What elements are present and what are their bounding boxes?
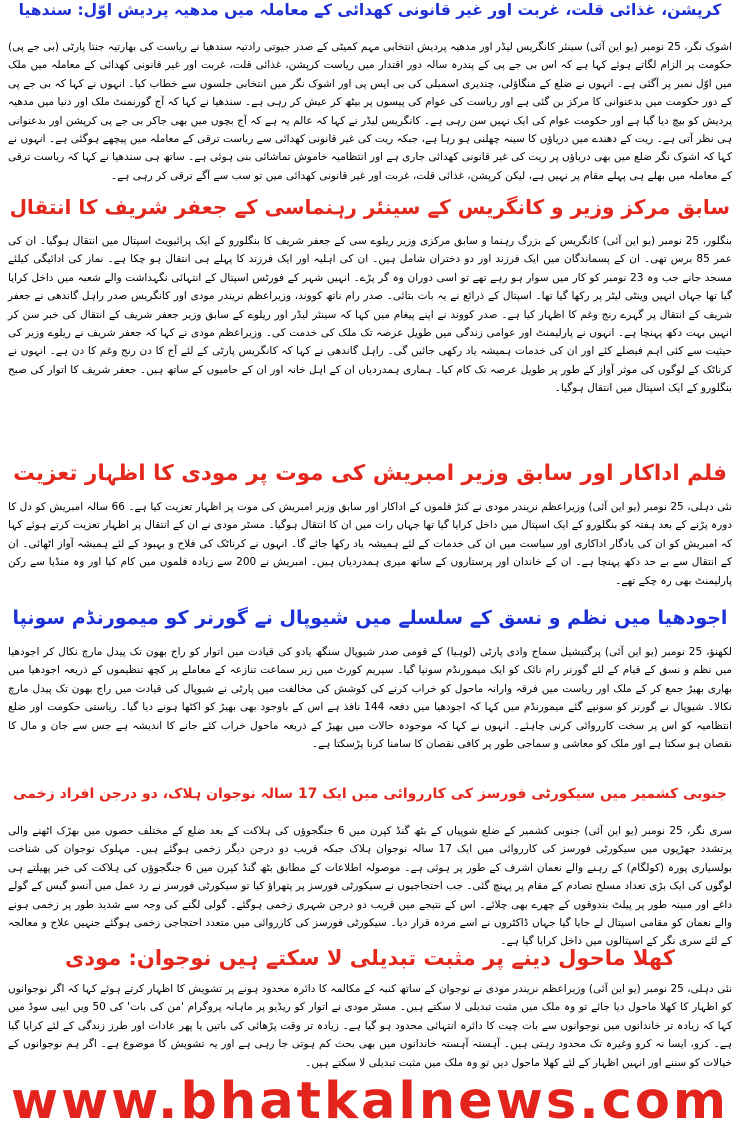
article-3-body: نئی دہلی، 25 نومبر (یو این آئی) وزیراعظم نریندر مودی نے کنڑ فلموں کے اداکار اور سابق وزیر امبریش کی موت پر اظہار تعزیت کیا ہے۔ 66 سالہ امبریش کو دل کا دورہ پڑنے کے بعد ہفتہ کو بنگلورو کے ایک اسپتال میں داخل کرایا گیا تھا جہاں رات میں ان کا انتقال ہوگیا۔ مسٹر مودی نے ان کے انتقال پر اظہار تعزیت کرتے ہوئے کہا کہ امبریش کو ان کی یادگار اداکاری اور سیاست میں ان کی خدمات کے لئے ہمیشہ یاد رکھا جائے گا۔ انہوں نے کرناٹک کی فلاح و بہبود کے لئے ہمیشہ آواز اٹھائی۔ ان کے انتقال سے بے حد دکھ پہنچا ہے۔ ان کے خاندان اور پرستاروں کے ساتھ میری ہمدردیاں ہیں۔ امبریش نے 200 سے زیادہ فلموں میں کام کیا اور وہ منڈیا سے رکن پارلیمنٹ بھی رہ چکے تھے۔ xyxy=(8,501,733,587)
article-2-headline: سابق مرکز وزیر و کانگریس کے سینئر رہنماسی کے جعفر شریف کا انتقال xyxy=(9,195,730,219)
article-4-body: لکھنؤ، 25 نومبر (یو این آئی) پرگتیشیل سماج وادی پارٹی (لوہیا) کے قومی صدر شیوپال سنگھ یادو کی قیادت میں اتوار کو راج بھون تک پیدل مارچ نکال کر اجودھیا میں نظم و نسق کے قیام کے لئے گورنر رام نائک کو ایک میمورنڈم سونپا گیا۔ سپریم کورٹ میں زیر سماعت تنازعہ کے معاملے پر کچھ تنظیموں کے ذریعہ اجودھیا میں بھاری بھیڑ جمع کر کے ملک اور ریاست میں فرقہ وارانہ ماحول کو خراب کرنے کی کوشش کی مخالفت میں پارٹی نے شیوپال کی قیادت میں راج بھون تک پیدل مارچ نکالا۔ شیوپال نے گورنر کو سونپے گئے میمورنڈم میں کہا کہ اجودھیا میں دفعہ 144 نافذ ہے اس کے باوجود بھی بھیڑ کو اکٹھا ہونے دیا گیا۔ ریاستی حکومت اور ضلع انتظامیہ کو اس پر سخت کارروائی کرنی چاہئے۔ انہوں نے کہا کہ موجودہ حالات میں بھیڑ کے ذریعہ ماحول خراب کئے جانے کا اندیشہ ہے جس سے جان و مال کا نقصان ہو سکتا ہے اور ملک کو معاشی و سماجی طور پر کافی نقصان کا سامنا کرنا پڑسکتا ہے۔ xyxy=(8,646,732,750)
site-url-footer[interactable] xyxy=(0,1072,740,1132)
article-6-body: نئی دہلی، 25 نومبر (یو این آئی) وزیراعظم نریندر مودی نے نوجوان کے ساتھ کنبہ کے مکالمہ کا دائرہ محدود ہونے پر تشویش کا اظہار کرتے ہوئے کہا کہ اگر نوجوانوں کو اظہار کا کھلا ماحول دیا جائے تو وہ ملک میں مثبت تبدیلی لا سکتے ہیں۔ مسٹر مودی نے اتوار کو ریڈیو پر ماہانہ پروگرام 'من کی بات' کی 50 ویں ایپی سوڈ میں کہا کہ زیادہ تر خاندانوں میں نوجوانوں سے بات چیت کا دائرہ انتہائی محدود ہو گیا ہے۔ زیادہ تر وقت پڑھائی کی باتیں یا پھر عادات اور طرز زندگی کے لئے کرایا گیا ہے۔ کرو، ایسا نہ کرو وغیرہ تک محدود رہتی ہیں۔ آہستہ آہستہ خاندانوں میں بھی بحث کم ہوتی جا رہی ہے اور یہ تشویش کا موضوع ہے۔ اگر ہم نوجوانوں کے خیالات کو سننے اور انہیں اظہار کے لئے کھلا ماحول دیں تو وہ ملک میں مثبت تبدیلی لا سکتے ہیں۔ xyxy=(8,983,733,1069)
article-5-body: سری نگر، 25 نومبر (یو این آئی) جنوبی کشمیر کے ضلع شوپیاں کے بٹھ گنڈ کپرن میں 6 جنگجوؤں کی ہلاکت کے بعد ضلع کے مختلف حصوں میں بھڑک اٹھنے والی پرتشدد جھڑپوں میں سیکورٹی فورسز کی کارروائی میں ایک 17 سالہ نوجوان ہلاک جبکہ قریب دو درجن دیگر زخمی ہوگئے ہیں۔ مہلوک نوجوان کی شناخت بولسیاری پورہ (کولگام) کے رہنے والے نعمان اشرف کے طور پر ہوئی ہے۔ موصولہ اطلاعات کے مطابق بٹھ گنڈ کپرن میں 6 جنگجوؤں کی ہلاکت کی خبر پھیلتے ہی لوگوں کی ایک بڑی تعداد مسلح تصادم کے مقام پر پہنچ گئی۔ جب احتجاجیوں نے سیکورٹی فورسز پر پتھراؤ کیا تو سیکورٹی فورسز نے رد عمل میں آنسو گیس کے گولے داغے اور مبینہ طور پر پیلٹ بندوقوں کے چھرے بھی چلائے۔ اس کے نتیجے میں قریب دو درجن شہری زخمی ہوگئے۔ گولی لگنے کی وجہ سے شدید طور پر زخمی ہونے والے نعمان کو مقامی اسپتال لے جایا گیا جہاں ڈاکٹروں نے اسے مردہ قرار دیا۔ سیکورٹی فورسز کی کارروائی میں متعدد احتجاجی زخمی ہوگئے جنہیں علاج و معالجہ کے لئے سری نگر کے اسپتالوں میں داخل کرایا گیا ہے۔ xyxy=(8,825,733,948)
article-3-headline: فلم اداکار اور سابق وزیر امبریش کی موت پر مودی کا اظہار تعزیت xyxy=(13,461,727,486)
site-url-text[interactable]: www.bhatkalnews.com xyxy=(10,1072,730,1131)
article-1-body: اشوک نگر، 25 نومبر (یو این آئی) سینئر کانگریس لیڈر اور مدھیہ پردیش انتخابی مہم کمیٹی کے صدر جیوتی رادتیہ سندھیا نے ریاست کی بھارتیہ جنتا پارٹی (بی جے پی) حکومت پر الزام لگاتے ہوئے کہا ہے کہ اس بی جے پی کے پندرہ سالہ دور اقتدار میں ریاست کرپشن، غذائی قلت، غربت اور غیر قانونی کھدائی کے معاملہ میں ملک میں اوّل نمبر پر آگئی ہے۔ انہوں نے ضلع کے منگاؤلی، چندیری اسمبلی کی بی ایس پی اور اشوک نگر میں انتخابی جلسوں سے خطاب کیا۔ انہوں نے کہا کہ بی جے پی کے دور حکومت میں بدعنوانی کا مرکز بن گئی ہے اور ریاست کی عوام کی پیسوں پر بیٹھ کر عیش کر رہی ہے۔ سندھیا نے کہا کہ آج گورنمنٹ ملک اور دنیا میں مدھیہ پردیش کو بیچ دیا گیا ہے اور حکومت عوام کی ایک نہیں سن رہی ہے۔ کانگریس لیڈر نے کہا کہ عالم یہ ہے کہ آج بچوں میں بھی جاکر بی جے پی کرپشن اور بدعنوانی ہی نظر آتی ہے۔ ریت کے دھندے میں دریاؤں کا سینہ چھلنی ہو رہا ہے، جبکہ ریت کی غیر قانونی کھدائی سے ریاست ترقی کے معاملہ میں پیچھے ہوگئی ہے۔ انہوں نے کہا کہ اشوک نگر ضلع میں بھی دریاؤں پر ریت کی غیر قانونی کھدائی جاری ہے اور انتظامیہ خاموش تماشائی بنی ہوئی ہے۔ ساتھ ہی سندھیا نے کہا کہ ریاست ترقی کے معاملہ میں بھلے ہی پہلے مقام پر نہیں ہے، لیکن کرپشن، غذائی قلت، غربت اور غیر قانونی کھدائی میں تو سب سے آگے ترقی کر رہی ہے۔ xyxy=(8,41,732,182)
article-2-body: بنگلور، 25 نومبر (یو این آئی) کانگریس کے بزرگ رہنما و سابق مرکزی وزیر ریلوے سی کے جعفر شریف کا بنگلورو کے ایک پرائیویٹ اسپتال میں انتقال ہوگیا۔ ان کی عمر 85 برس تھی۔ ان کے پسماندگان میں ایک فرزند اور دو دختران شامل ہیں۔ ان کی اہلیہ اور ایک فرزند کا پہلے ہی انتقال ہو چکا ہے۔ نماز کی ادائیگی کیلئے مسجد جانے جب وہ 23 نومبر کو کار میں سوار ہو رہے تھے تو اسی دوران وہ گر پڑے۔ انہیں شہر کے فورٹس اسپتال کے انتہائی نگہداشت والے شعبہ میں داخل کرایا گیا تھا جہاں انہیں وینٹی لیٹر پر رکھا گیا تھا۔ اسپتال کے ذرائع نے یہ بات بتائی۔ صدر رام ناتھ کووند، وزیراعظم نریندر مودی اور کانگریس صدر راہل گاندھی نے جعفر شریف کے انتقال پر گہرے رنج وغم کا اظہار کیا ہے۔ صدر کووند نے اپنے پیغام میں کہا کہ سینئر لیڈر اور ریلوے کے سابق وزیر جعفر شریف کے انتقال کی خبر سن کر انہیں بہت دکھ پہنچا ہے۔ انہوں نے پارلیمنٹ اور عوامی زندگی میں طویل عرصہ تک ملک کی خدمت کی۔ وزیراعظم مودی نے کہا کہ جعفر شریف نے ریلوے وزیر کی حیثیت سے کئی اہم فیصلے کئے اور ان کی خدمات ہمیشہ یاد رکھی جائیں گی۔ راہل گاندھی نے کہا کہ کانگریس پارٹی کے لئے آج کا دن رنج وغم کا دن ہے۔ انہوں نے کرناٹک کے لوگوں کی موثر آواز کے طور پر طویل عرصہ تک کام کیا۔ ہماری ہمدردیاں ان کے اہل خانہ اور ان کے حامیوں کے ساتھ ہیں۔ جعفر شریف کا اتوار کی صبح بنگلورو کے ایک اسپتال میں انتقال ہوگیا۔ xyxy=(8,235,733,394)
article-6-headline: کھلا ماحول دینے پر مثبت تبدیلی لا سکتے ہیں نوجوان: مودی xyxy=(65,946,675,970)
article-1-headline: کرپشن، غذائی قلت، غربت اور غیر قانونی کھدائی کے معاملہ میں مدھیہ پردیش اوّل: سندھیا xyxy=(18,1,722,19)
article-4-headline: اجودھیا میں نظم و نسق کے سلسلے میں شیوپال نے گورنر کو میمورنڈم سونپا xyxy=(12,607,728,629)
article-5-headline: جنوبی کشمیر میں سیکورٹی فورسز کی کارروائی میں ایک 17 سالہ نوجوان ہلاک، دو درجن افراد زخمی xyxy=(13,786,727,802)
